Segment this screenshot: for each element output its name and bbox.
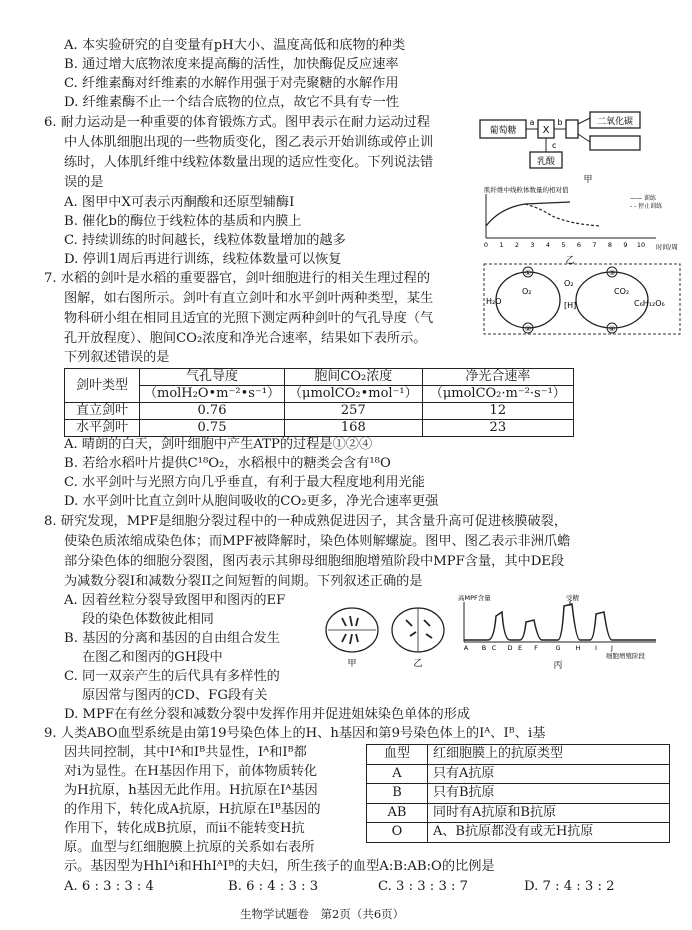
row-pn: 12: [422, 403, 573, 420]
q7-th-g: 气孔导度: [140, 369, 285, 386]
q7-th-ci-unit: （μmolCO₂•mol⁻¹）: [285, 386, 423, 403]
n2-label: ②: [524, 325, 532, 333]
x-letters: [464, 644, 613, 652]
q7-stem-line4: 孔开放程度）、胞间CO₂浓度和净光合速率，结果如下表所示。: [64, 331, 427, 346]
q6-stem-line3: 练时，人体肌纤维中线粒体数量出现的适应性变化。下列说法错: [64, 155, 434, 170]
fig-yi-title: 肌纤维中线粒体数量的相对值: [484, 186, 569, 194]
x-letter-label: J: [611, 644, 613, 652]
q5-option-a: A. 本实验研究的自变量有pH大小、温度高低和底物的种类: [64, 38, 406, 53]
q5-option-b: B. 通过增大底物浓度来提高酶的活性，加快酶促反应速率: [64, 57, 399, 72]
q9-line4: 为H抗原，h基因无此作用。H抗原在Iᴬ基因: [64, 783, 318, 798]
water-box: [590, 136, 640, 150]
x-tick-label: 3: [530, 241, 535, 249]
q8-figure-jia-yi: [322, 604, 452, 668]
q9-line8: 示。基因型为HhIᴬi和HhIᴬIᴮ的夫妇，所生孩子的血型A:B:AB:O的比例是: [64, 859, 495, 874]
q6-stem-line1: 6. 耐力运动是一种重要的体育锻炼方式。图甲表示在耐力运动过程: [44, 115, 431, 130]
q9-line2: 因共同控制，其中Iᴬ和Iᴮ共显性，Iᴬ和Iᴮ都: [64, 745, 307, 760]
x-letter-label: B: [481, 644, 487, 652]
x-tick-label: 8: [607, 241, 613, 249]
training-curve: [486, 202, 570, 226]
q9-option-c: C. 3 : 3 : 3 : 7: [378, 879, 469, 894]
row-type: AB: [367, 803, 428, 823]
x-letter-label: C: [491, 644, 497, 652]
q6-option-d: D. 停训1周后再进行训练，线粒体数量可以恢复: [64, 252, 342, 267]
q7-stem-line1: 7. 水稻的剑叶是水稻的重要器官，剑叶细胞进行的相关生理过程的: [44, 271, 431, 286]
q8-stem-line4: 为减数分裂I和减数分裂II之间短暂的间期。下列叙述正确的是: [64, 574, 423, 589]
fig-bing-xlabel: 细胞增殖阶段: [606, 652, 645, 660]
q7-option-a: A. 晴朗的白天，剑叶细胞中产生ATP的过程是①②④: [64, 437, 373, 452]
arrow-b-label: b: [557, 118, 563, 127]
x-letter-label: F: [534, 644, 538, 652]
q9-option-b: B. 6 : 4 : 3 : 3: [228, 879, 319, 894]
q7-th-type: 剑叶类型: [65, 369, 140, 403]
row-g: 0.75: [140, 420, 285, 437]
x-tick-label: 2: [514, 241, 520, 249]
q7-th-pn-unit: （μmolCO₂·m⁻²·s⁻¹）: [422, 386, 573, 403]
q8-stem-line3: 部分染色体的细胞分裂图，图丙表示其卵母细胞细胞增殖阶段中MPF含量，其中DE段: [64, 554, 565, 569]
page-footer: 生物学试题卷 第2页（共6页）: [240, 907, 405, 921]
fig-jia-caption: 甲: [583, 175, 593, 185]
row-antigen: 同时有A抗原和B抗原: [428, 803, 670, 823]
row-g: 0.76: [140, 403, 285, 420]
q7-option-c: C. 水平剑叶与光照方向几乎垂直，有利于最大程度地利用光能: [64, 475, 425, 490]
co2-label: 二氧化碳: [596, 117, 634, 127]
q8-option-a-line2: 段的染色体数彼此相同: [82, 612, 214, 627]
lactate-label: 乳酸: [536, 157, 556, 167]
x-ticks: [484, 241, 645, 249]
x-tick-label: 5: [561, 241, 566, 249]
q9-option-d: D. 7 : 4 : 3 : 2: [524, 879, 615, 894]
q9-line6: 作用下，转化成B抗原，而ii不能转变H抗: [64, 821, 305, 836]
x-tick-label: 1: [499, 241, 504, 249]
chromosomes-yi: [406, 620, 432, 638]
q7-table: [64, 368, 574, 437]
o2b-label: O₂: [564, 279, 574, 288]
q9-th-type: 血型: [367, 745, 428, 765]
q7-stem-line2: 图解，如右图所示。剑叶有直立剑叶和水平剑叶两种类型，某生: [64, 291, 434, 306]
q6-stem-line4: 误的是: [64, 175, 104, 190]
x-tick-label: 0: [483, 241, 489, 249]
q7-stem-line5: 下列叙述错误的是: [64, 350, 170, 365]
q6-figure-jia: [478, 112, 678, 184]
stop-curve: [525, 204, 600, 226]
n1-label: ①: [524, 269, 532, 277]
row-ci: 168: [285, 420, 423, 437]
table-row: [367, 784, 670, 804]
q7-th-ci: 胞间CO₂浓度: [285, 369, 423, 386]
q7-option-b: B. 若给水稻叶片提供C¹⁸O₂，水稻根中的糖类会含有¹⁸O: [64, 456, 391, 471]
q6-stem-line2: 中人体肌细胞出现的一些物质变化，图乙表示开始训练或停止训: [64, 135, 434, 150]
q5-option-d: D. 纤维素酶不止一个结合底物的位点，故它不具有专一性: [64, 95, 399, 110]
fertilization-label: 受精: [566, 594, 579, 602]
q7-stem-line3: 物科研小组在相同且适宜的光照下测定两种剑叶的气孔导度（气: [64, 311, 434, 326]
x-tick-label: 9: [623, 241, 628, 249]
co2-label: CO₂: [614, 287, 630, 296]
mito-box: [566, 120, 578, 138]
fig-bing-ylabel: 高MPF含量: [458, 594, 491, 602]
q6-option-a: A. 图甲中X可表示丙酮酸和还原型辅酶I: [64, 195, 295, 210]
x-letter-label: G: [555, 644, 561, 652]
q8-option-a-line1: A. 因着丝粒分裂导致图甲和图丙的EF: [64, 593, 286, 608]
fig-jia-caption: 甲: [347, 659, 357, 669]
row-antigen: 只有A抗原: [428, 764, 670, 784]
q8-option-c-line2: 原因常与图丙的CD、FG段有关: [82, 688, 268, 703]
table-row: [65, 420, 574, 437]
row-type: O: [367, 823, 428, 843]
q8-option-c-line1: C. 同一双亲产生的后代具有多样性的: [64, 669, 280, 684]
x-tick-label: 7: [592, 241, 597, 249]
q9-line7: 原。血型与红细胞膜上抗原的关系如右表所: [64, 840, 315, 855]
fig-yi-xlabel: 时间/周: [656, 243, 678, 251]
q8-option-b-line2: 在图乙和图丙的GH段中: [82, 650, 223, 665]
row-antigen: A、B抗原都没有或无H抗原: [428, 823, 670, 843]
x-letter-label: D: [507, 644, 513, 652]
x-letter-label: I: [595, 644, 597, 652]
h2o-label: H₂O: [486, 297, 502, 306]
row-antigen: 只有B抗原: [428, 784, 670, 804]
h-label: [H]: [564, 301, 577, 310]
table-row: [367, 823, 670, 843]
q7-option-d: D. 水平剑叶比直立剑叶从胞间吸收的CO₂更多，净光合速率更强: [64, 494, 439, 509]
x-tick-label: 10: [636, 241, 646, 249]
q7-figure: [484, 264, 680, 336]
legend-stop: - - 停止训练: [630, 203, 663, 210]
arrow-c-label: c: [552, 141, 557, 150]
q9-line3: 对i为显性。在H基因作用下，前体物质转化: [64, 764, 318, 779]
row-type: 直立剑叶: [65, 403, 140, 420]
q5-option-c: C. 纤维素酶对纤维素的水解作用强于对壳聚糖的水解作用: [64, 76, 399, 91]
q9-line5: 的作用下，转化成A抗原，H抗原在Iᴮ基因的: [64, 802, 321, 817]
q8-option-d: D. MPF在有丝分裂和减数分裂中发挥作用并促进姐妹染色单体的形成: [64, 707, 471, 722]
x-label: X: [542, 125, 550, 136]
q9-table: [366, 744, 670, 843]
q7-th-g-unit: （molH₂O•m⁻²•s⁻¹）: [140, 386, 285, 403]
legend-training: —— 训练: [630, 195, 656, 202]
arrow-a-label: a: [529, 118, 535, 127]
x-letter-label: A: [463, 644, 469, 652]
x-tick-label: 6: [576, 241, 582, 249]
q8-stem-line1: 8. 研究发现，MPF是细胞分裂过程中的一种成熟促进因子，其含量升高可促进核膜破裂，: [44, 514, 568, 529]
q8-figure-bing: [458, 592, 682, 670]
x-letter-label: E: [517, 644, 523, 652]
fig-yi-caption: 乙: [413, 659, 423, 669]
cycle-left: [496, 272, 560, 328]
row-pn: 23: [422, 420, 573, 437]
glucose-label: C₆H₁₂O₆: [634, 299, 665, 308]
q6-figure-yi: [480, 186, 680, 266]
q6-option-b: B. 催化b的酶位于线粒体的基质和内膜上: [64, 214, 302, 229]
fig-bing-caption: 丙: [553, 661, 563, 671]
q6-option-c: C. 持续训练的时间越长，线粒体数量增加的越多: [64, 233, 346, 248]
row-ci: 257: [285, 403, 423, 420]
o2a-label: O₂: [522, 287, 532, 296]
fig-yi-caption: 乙: [565, 256, 575, 266]
x-tick-label: 4: [545, 241, 551, 249]
arrow-water: [578, 134, 590, 142]
q9-option-a: A. 6 : 3 : 3 : 4: [64, 879, 154, 894]
row-type: A: [367, 764, 428, 784]
arrow-co2: [578, 118, 590, 124]
row-type: B: [367, 784, 428, 804]
table-row: [367, 764, 670, 784]
q7-th-pn: 净光合速率: [422, 369, 573, 386]
mpf-curve: [464, 604, 656, 640]
row-type: 水平剑叶: [65, 420, 140, 437]
x-letter-label: H: [575, 644, 581, 652]
q9-th-antigen: 红细胞膜上的抗原类型: [428, 745, 670, 765]
table-row: [65, 403, 574, 420]
table-row: [367, 803, 670, 823]
n3-label: ③: [608, 269, 616, 277]
n4-label: ④: [608, 325, 616, 333]
q8-stem-line2: 使染色质浓缩成染色体；而MPF被降解时，染色体则解螺旋。图甲、图乙表示非洲爪蟾: [64, 534, 571, 549]
glucose-label: 葡萄糖: [489, 126, 517, 136]
q8-option-b-line1: B. 基因的分离和基因的自由组合发生: [64, 631, 280, 646]
q9-line1: 9. 人类ABO血型系统是由第19号染色体上的H、h基因和第9号染色体上的Iᴬ、Iᴮ、i基: [44, 726, 546, 741]
